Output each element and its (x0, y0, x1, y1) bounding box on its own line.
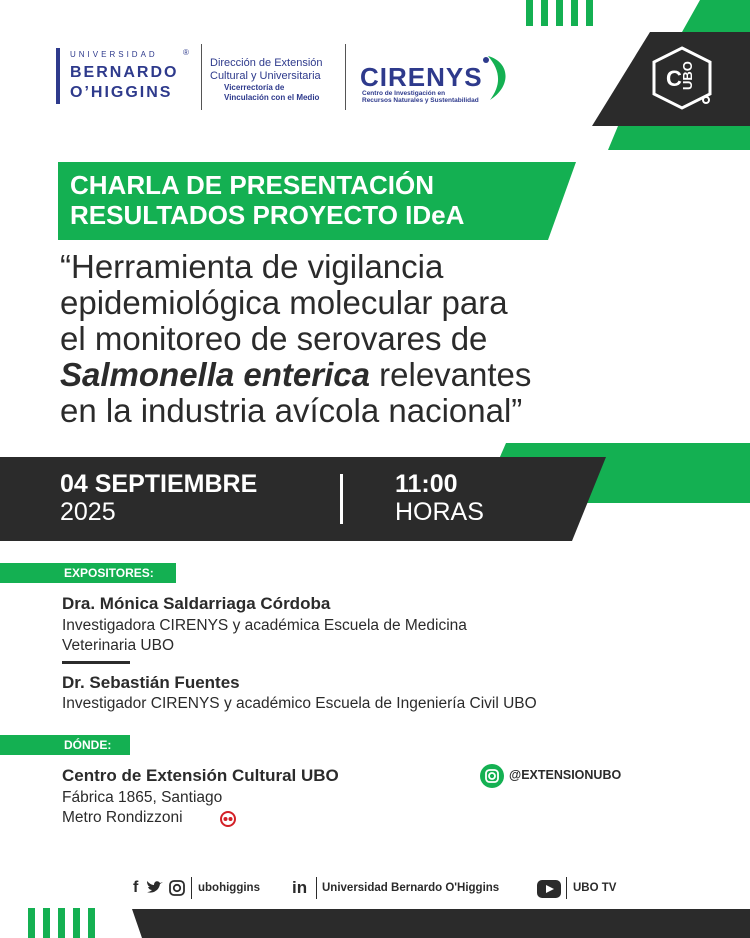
event-day: 04 SEPTIEMBRE (60, 470, 258, 498)
venue-name: Centro de Extensión Cultural UBO (62, 766, 339, 785)
ubo-logo-name2: O’HIGGINS (70, 84, 173, 101)
ubo-logo-reg: ® (183, 48, 189, 57)
venue-label: DÓNDE: (64, 738, 112, 752)
instagram-footer-icon[interactable] (169, 880, 185, 901)
youtube-name[interactable]: UBO TV (573, 882, 617, 894)
footer-divider (566, 877, 567, 899)
speaker-divider (62, 661, 130, 664)
linkedin-icon[interactable]: in (292, 878, 308, 897)
speaker-1-role-cont: Veterinaria UBO (62, 637, 174, 654)
extension-line2: Cultural y Universitaria (210, 70, 321, 82)
quote-line1: “Herramienta de vigilancia (60, 248, 444, 285)
title-line1: CHARLA DE PRESENTACIÓN (70, 170, 435, 200)
event-year: 2025 (60, 498, 116, 526)
instagram-icon[interactable] (480, 764, 504, 793)
date-separator (340, 474, 343, 524)
extension-line1: Dirección de Extensión (210, 57, 323, 69)
svg-text:C: C (666, 66, 682, 91)
facebook-icon[interactable]: f (133, 879, 139, 896)
quote-line4 (60, 357, 531, 393)
speakers-label: EXPOSITORES: (64, 566, 154, 580)
svg-text:UBO: UBO (680, 61, 695, 90)
ubo-logo-univ: UNIVERSIDAD (70, 50, 158, 59)
linkedin-name[interactable]: Universidad Bernardo O'Higgins (322, 882, 500, 894)
ubo-logo-name1: BERNARDO (70, 64, 179, 81)
footer-handle[interactable]: ubohiggins (198, 882, 260, 894)
youtube-icon[interactable] (537, 880, 561, 903)
metro-icon (220, 811, 236, 832)
quote-line4-rest: relevantes (369, 356, 532, 393)
bottom-band (0, 909, 750, 938)
extension-line3: Vicerrectoría de (224, 83, 285, 92)
twitter-icon[interactable] (146, 880, 164, 901)
speaker-1-name: Dra. Mónica Saldarriaga Córdoba (62, 594, 331, 613)
top-stripes (526, 0, 596, 26)
ubo-logo-bar (56, 48, 60, 104)
speaker-2-name: Dr. Sebastián Fuentes (62, 673, 240, 692)
speaker-1-role: Investigadora CIRENYS y académica Escuela de Medicina (62, 617, 467, 634)
venue-address: Fábrica 1865, Santiago (62, 789, 223, 806)
quote-line5: en la industria avícola nacional” (60, 392, 523, 429)
species-name: Salmonella enterica (60, 356, 370, 393)
extension-line4: Vinculación con el Medio (224, 93, 320, 102)
cirenys-sub2: Recursos Naturales y Sustentabilidad (362, 97, 479, 104)
venue-metro: Metro Rondizzoni (62, 809, 183, 826)
logo-divider (345, 44, 346, 110)
logo-divider (201, 44, 202, 110)
event-time: 11:00 (395, 470, 458, 498)
quote-line3: el monitoreo de serovares de (60, 320, 488, 357)
bottom-stripes (28, 908, 98, 938)
event-time-label: HORAS (395, 498, 484, 526)
footer-divider (316, 877, 317, 899)
cubo-icon (648, 44, 716, 117)
instagram-handle[interactable]: @EXTENSIONUBO (509, 768, 622, 782)
footer-divider (191, 877, 192, 899)
speaker-2-role: Investigador CIRENYS y académico Escuela de Ingeniería Civil UBO (62, 695, 537, 712)
cirenys-leaf-icon (480, 52, 514, 109)
cirenys-name: CIRENYS (360, 62, 483, 92)
cirenys-sub1: Centro de Investigación en (362, 90, 446, 97)
title-line2: RESULTADOS PROYECTO IDeA (70, 200, 465, 230)
quote-line2: epidemiológica molecular para (60, 284, 508, 321)
